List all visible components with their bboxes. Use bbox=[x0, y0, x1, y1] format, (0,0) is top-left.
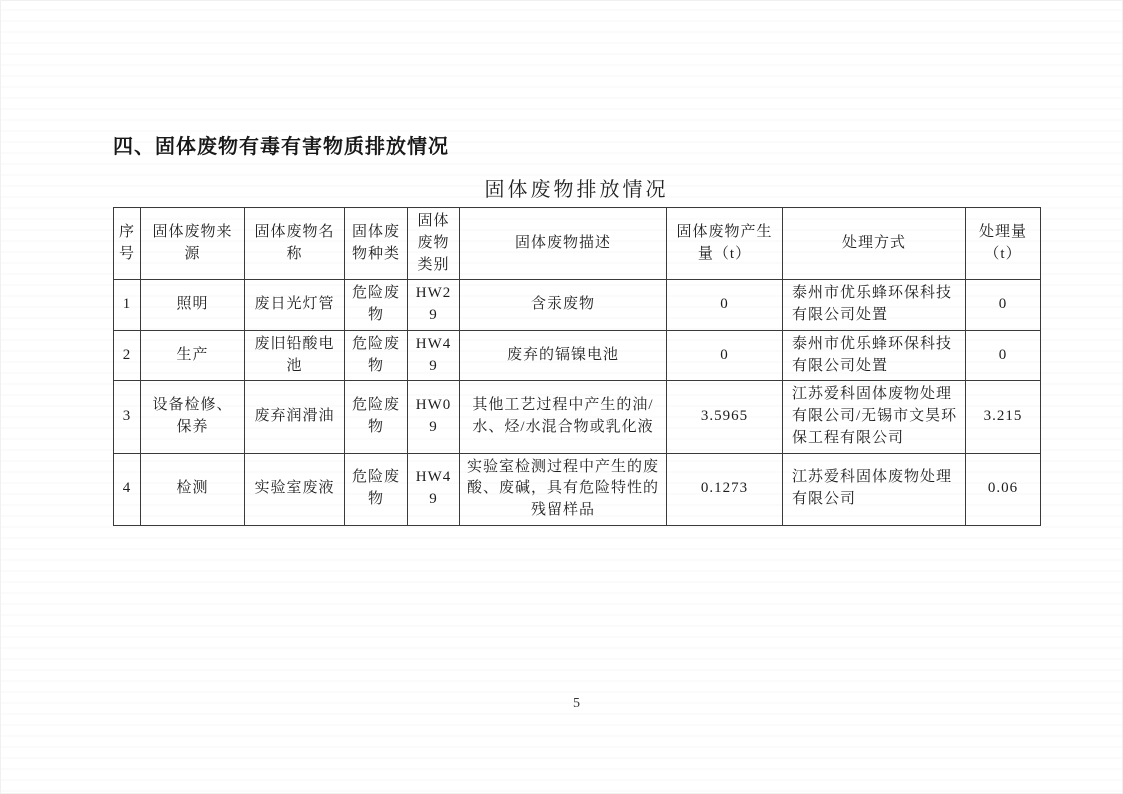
table-title: 固体废物排放情况 bbox=[484, 179, 669, 201]
header-waste-name: 固体废物名称 bbox=[245, 208, 345, 280]
cell-category: HW49 bbox=[408, 330, 460, 381]
cell-serial: 4 bbox=[114, 453, 141, 525]
cell-serial: 1 bbox=[114, 280, 141, 331]
cell-disposal-method: 泰州市优乐蜂环保科技有限公司处置 bbox=[783, 280, 966, 331]
header-disposal-amount: 处理量（t） bbox=[966, 208, 1041, 280]
header-waste-category: 固体废物类别 bbox=[408, 208, 460, 280]
header-waste-source: 固体废物来源 bbox=[141, 208, 245, 280]
cell-source: 检测 bbox=[141, 453, 245, 525]
cell-serial: 3 bbox=[114, 381, 141, 453]
section-heading: 四、固体废物有毒有害物质排放情况 bbox=[113, 136, 449, 158]
header-waste-kind: 固体废物种类 bbox=[345, 208, 408, 280]
header-serial-number: 序号 bbox=[114, 208, 141, 280]
table-row bbox=[114, 453, 1041, 525]
cell-output: 0.1273 bbox=[667, 453, 783, 525]
cell-disposal-amount: 0 bbox=[966, 280, 1041, 331]
cell-category: HW09 bbox=[408, 381, 460, 453]
header-waste-description: 固体废物描述 bbox=[460, 208, 667, 280]
cell-output: 3.5965 bbox=[667, 381, 783, 453]
cell-kind: 危险废物 bbox=[345, 381, 408, 453]
cell-disposal-amount: 0.06 bbox=[966, 453, 1041, 525]
cell-description: 废弃的镉镍电池 bbox=[460, 330, 667, 381]
header-waste-output: 固体废物产生量（t） bbox=[667, 208, 783, 280]
table-header-row bbox=[114, 208, 1041, 280]
header-disposal-method: 处理方式 bbox=[783, 208, 966, 280]
cell-description: 实验室检测过程中产生的废酸、废碱，具有危险特性的残留样品 bbox=[460, 453, 667, 525]
solid-waste-table bbox=[113, 207, 1041, 526]
cell-category: HW49 bbox=[408, 453, 460, 525]
cell-kind: 危险废物 bbox=[345, 453, 408, 525]
cell-serial: 2 bbox=[114, 330, 141, 381]
cell-disposal-method: 泰州市优乐蜂环保科技有限公司处置 bbox=[783, 330, 966, 381]
table-row bbox=[114, 381, 1041, 453]
table-row bbox=[114, 330, 1041, 381]
cell-kind: 危险废物 bbox=[345, 330, 408, 381]
cell-disposal-method: 江苏爱科固体废物处理有限公司 bbox=[783, 453, 966, 525]
cell-output: 0 bbox=[667, 280, 783, 331]
cell-name: 废旧铅酸电池 bbox=[245, 330, 345, 381]
cell-description: 含汞废物 bbox=[460, 280, 667, 331]
cell-disposal-amount: 3.215 bbox=[966, 381, 1041, 453]
cell-source: 设备检修、保养 bbox=[141, 381, 245, 453]
cell-name: 废弃润滑油 bbox=[245, 381, 345, 453]
cell-source: 生产 bbox=[141, 330, 245, 381]
cell-source: 照明 bbox=[141, 280, 245, 331]
table-row bbox=[114, 280, 1041, 331]
page-number: 5 bbox=[573, 696, 580, 711]
cell-name: 废日光灯管 bbox=[245, 280, 345, 331]
cell-name: 实验室废液 bbox=[245, 453, 345, 525]
cell-kind: 危险废物 bbox=[345, 280, 408, 331]
cell-disposal-method: 江苏爱科固体废物处理有限公司/无锡市文昊环保工程有限公司 bbox=[783, 381, 966, 453]
cell-disposal-amount: 0 bbox=[966, 330, 1041, 381]
cell-output: 0 bbox=[667, 330, 783, 381]
cell-description: 其他工艺过程中产生的油/水、烃/水混合物或乳化液 bbox=[460, 381, 667, 453]
cell-category: HW29 bbox=[408, 280, 460, 331]
